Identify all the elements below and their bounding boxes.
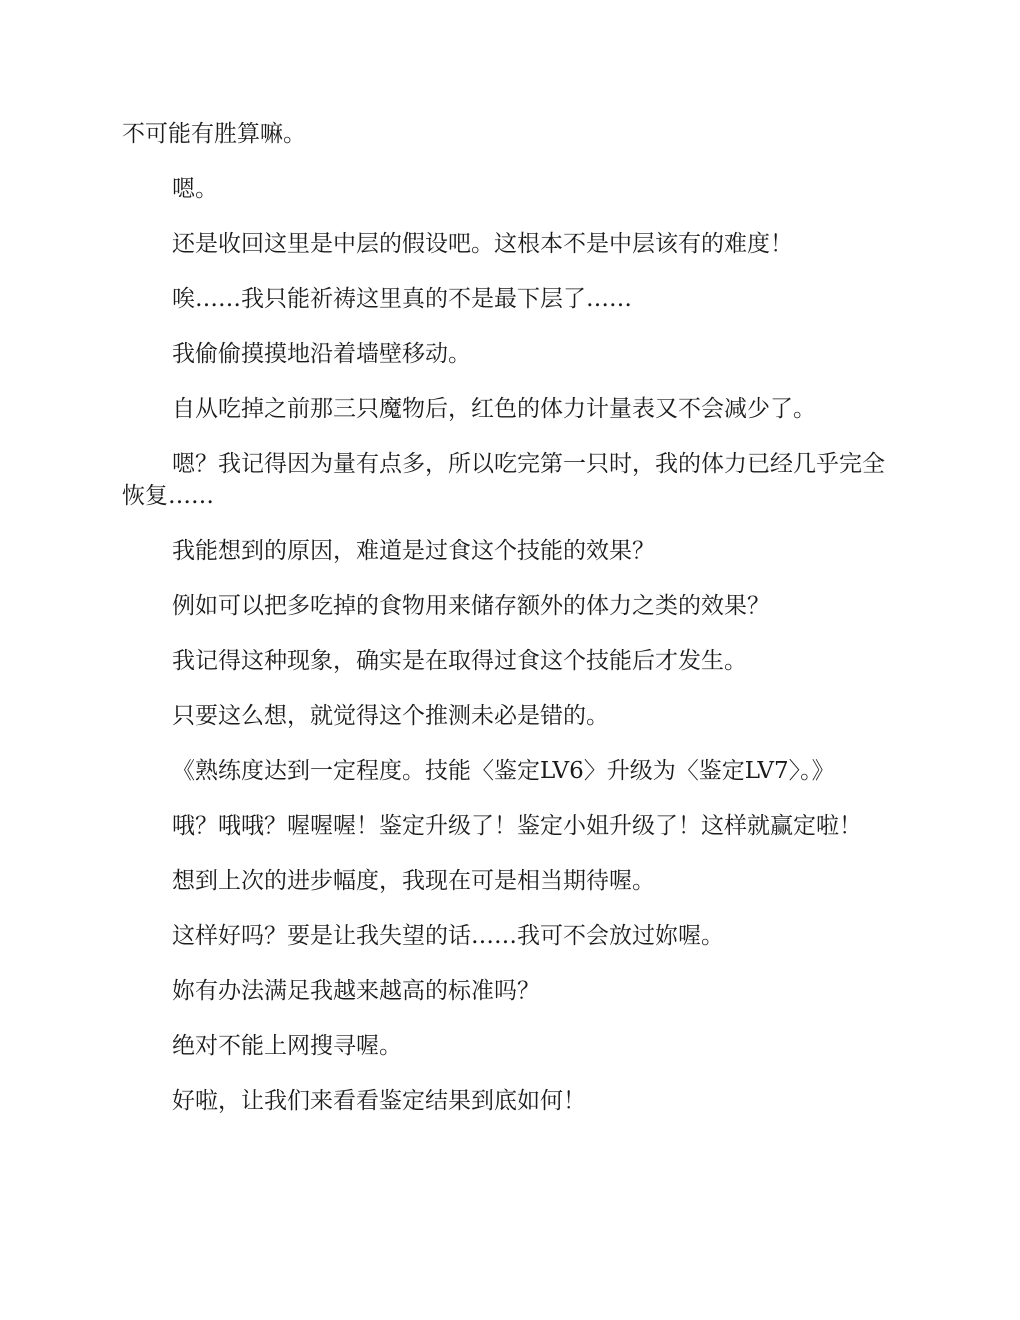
paragraph: 我能想到的原因，难道是过食这个技能的效果？	[172, 538, 655, 564]
paragraph: 嗯？我记得因为量有点多，所以吃完第一只时，我的体力已经几乎完全恢复……	[122, 451, 885, 509]
paragraph: 绝对不能上网搜寻喔。	[172, 1033, 402, 1059]
paragraph: 自从吃掉之前那三只魔物后，红色的体力计量表又不会减少了。	[172, 396, 816, 422]
paragraph: 我记得这种现象，确实是在取得过食这个技能后才发生。	[172, 648, 747, 674]
paragraph: 好啦，让我们来看看鉴定结果到底如何！	[172, 1088, 586, 1114]
paragraph: 想到上次的进步幅度，我现在可是相当期待喔。	[172, 868, 655, 894]
paragraph: 妳有办法满足我越来越高的标准吗？	[172, 978, 540, 1004]
paragraph: 例如可以把多吃掉的食物用来储存额外的体力之类的效果？	[172, 593, 770, 619]
paragraph: 还是收回这里是中层的假设吧。这根本不是中层该有的难度！	[172, 231, 793, 257]
paragraph: 嗯。	[172, 176, 218, 202]
system-message: 《熟练度达到一定程度。技能〈鉴定LV6〉升级为〈鉴定LV7〉。》	[172, 758, 835, 784]
paragraph: 唉……我只能祈祷这里真的不是最下层了……	[172, 286, 632, 312]
paragraph: 不可能有胜算嘛。	[122, 121, 306, 147]
paragraph: 只要这么想，就觉得这个推测未必是错的。	[172, 703, 609, 729]
paragraph: 这样好吗？要是让我失望的话……我可不会放过妳喔。	[172, 923, 724, 949]
paragraph: 我偷偷摸摸地沿着墙壁移动。	[172, 341, 471, 367]
paragraph: 哦？哦哦？喔喔喔！鉴定升级了！鉴定小姐升级了！这样就赢定啦！	[172, 813, 862, 839]
document-page	[122, 118, 898, 1140]
